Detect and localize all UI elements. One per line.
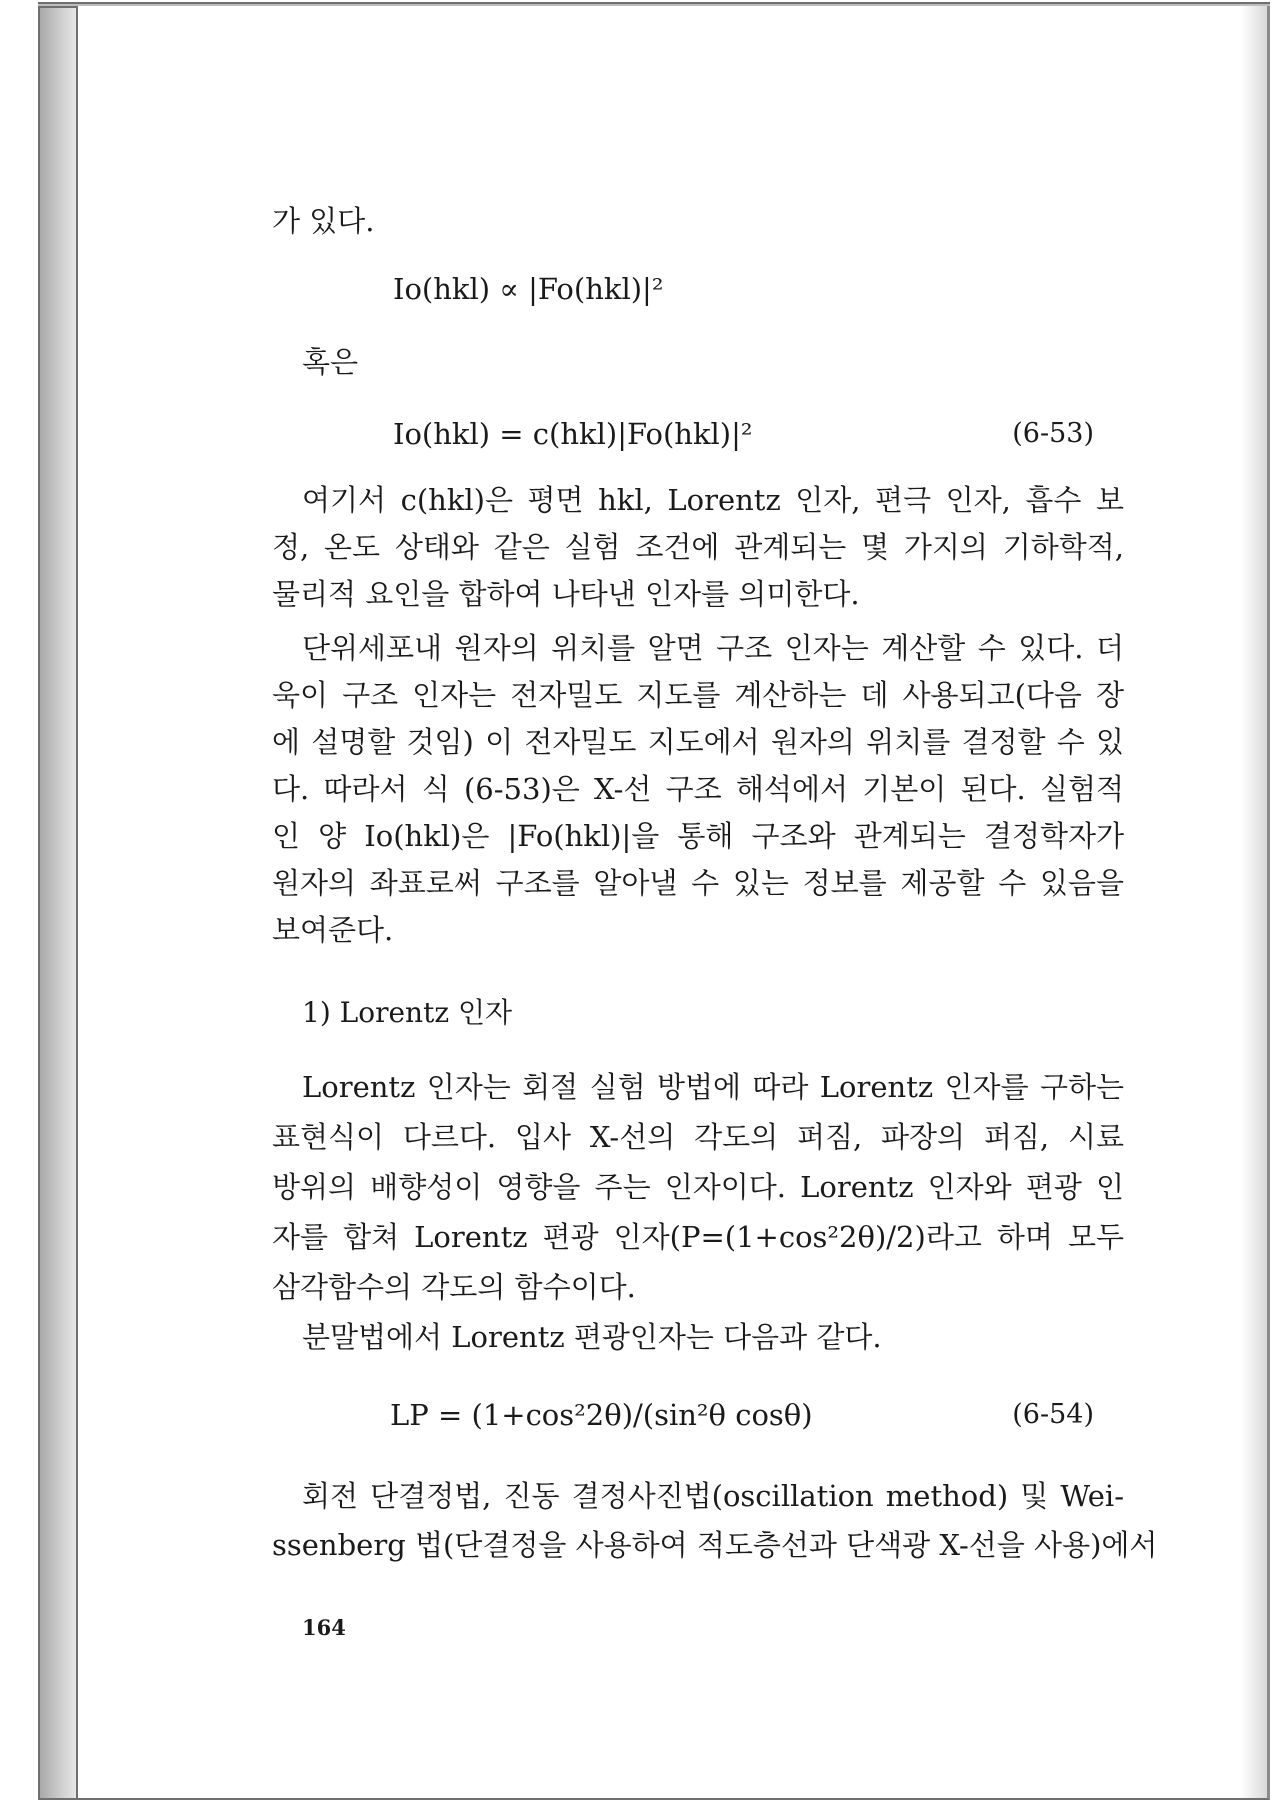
equation: LP = (1+cos²2θ)/(sin²θ cosθ): [390, 1398, 813, 1432]
text-line: 에 설명할 것임) 이 전자밀도 지도에서 원자의 위치를 결정할 수 있: [272, 725, 1124, 759]
text-line: 단위세포내 원자의 위치를 알면 구조 인자는 계산할 수 있다. 더: [302, 631, 1124, 665]
text-line: Lorentz 인자는 회절 실험 방법에 따라 Lorentz 인자를 구하는: [302, 1070, 1124, 1104]
text-line: 보여준다.: [272, 913, 394, 947]
book-spine: [38, 6, 78, 1800]
text-line: 욱이 구조 인자는 전자밀도 지도를 계산하는 데 사용되고(다음 장: [272, 678, 1124, 712]
text-line: 자를 합쳐 Lorentz 편광 인자(P=(1+cos²2θ)/2)라고 하며 모두: [272, 1220, 1124, 1254]
page-number: 164: [302, 1615, 346, 1640]
section-heading: 1) Lorentz 인자: [302, 996, 513, 1029]
equation-number: (6-54): [1012, 1399, 1094, 1430]
text-line: 정, 온도 상태와 같은 실험 조건에 관계되는 몇 가지의 기하학적,: [272, 530, 1124, 564]
text-line: 혹은: [302, 345, 359, 379]
text-line: 가 있다.: [272, 204, 375, 238]
text-line: 여기서 c(hkl)은 평면 hkl, Lorentz 인자, 편극 인자, 흡수 보: [302, 483, 1124, 517]
equation: Io(hkl) ∝ |Fo(hkl)|²: [393, 272, 664, 306]
text-line: 회전 단결정법, 진동 결정사진법(oscillation method) 및 Wei-: [302, 1479, 1124, 1513]
text-line: 인 양 Io(hkl)은 |Fo(hkl)|을 통해 구조와 관계되는 결정학자가: [272, 819, 1124, 853]
text-line: ssenberg 법(단결정을 사용하여 적도층선과 단색광 X-선을 사용)에서: [272, 1528, 1158, 1562]
equation: Io(hkl) = c(hkl)|Fo(hkl)|²: [393, 417, 753, 451]
text-line: 물리적 요인을 합하여 나타낸 인자를 의미한다.: [272, 577, 860, 611]
text-line: 삼각함수의 각도의 함수이다.: [272, 1270, 636, 1304]
page-edge-shadow: [1241, 6, 1267, 1798]
text-line: 분말법에서 Lorentz 편광인자는 다음과 같다.: [302, 1320, 882, 1354]
text-line: 방위의 배향성이 영향을 주는 인자이다. Lorentz 인자와 편광 인: [272, 1170, 1124, 1204]
text-line: 다. 따라서 식 (6-53)은 X-선 구조 해석에서 기본이 된다. 실험적: [272, 772, 1124, 806]
text-line: 원자의 좌표로써 구조를 알아낼 수 있는 정보를 제공할 수 있음을: [272, 866, 1124, 900]
equation-number: (6-53): [1012, 418, 1094, 449]
text-line: 표현식이 다르다. 입사 X-선의 각도의 퍼짐, 파장의 퍼짐, 시료: [272, 1120, 1124, 1154]
